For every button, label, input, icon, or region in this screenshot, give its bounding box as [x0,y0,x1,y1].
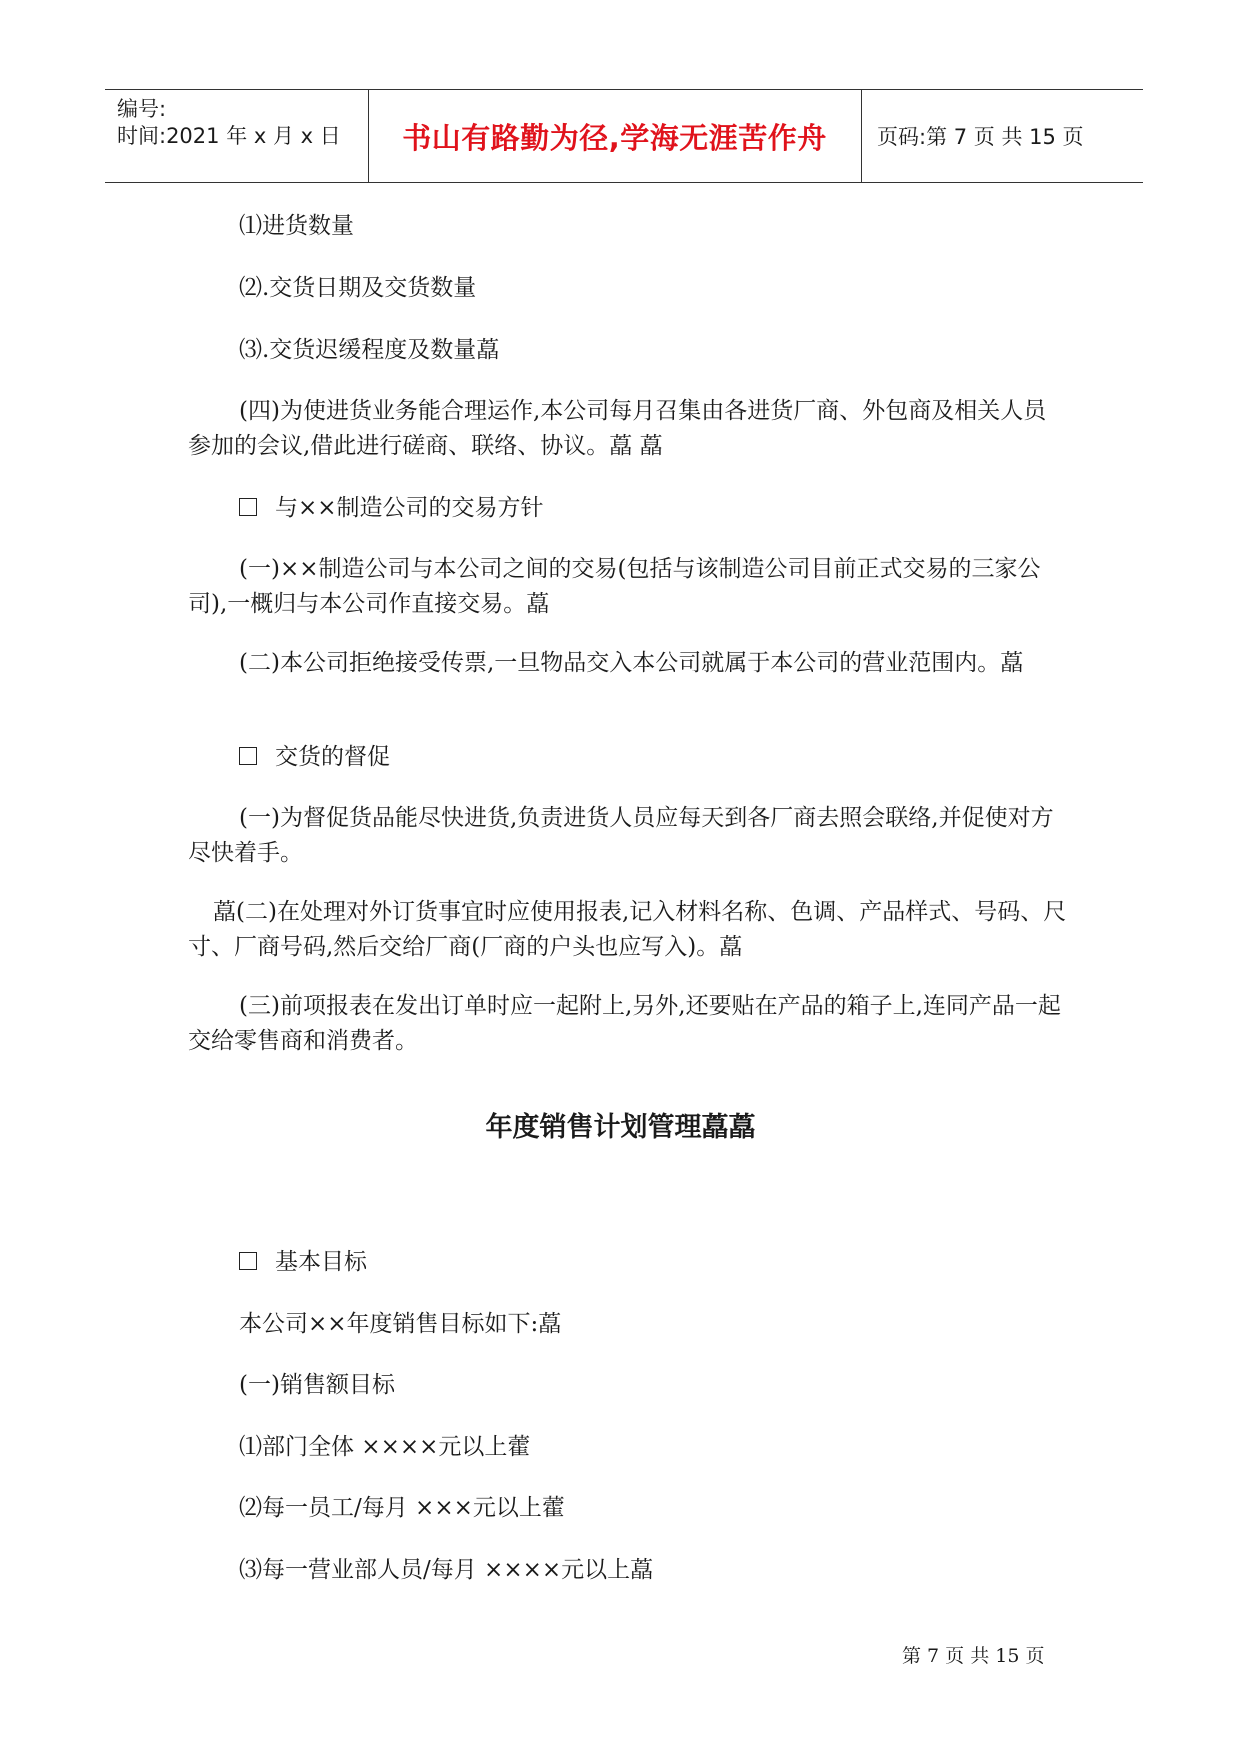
paragraph-3: ⑶.交货迟缓程度及数量藠 [239,337,500,363]
page-header [105,89,1143,183]
header-page-code: 页码:第 7 页 共 15 页 [877,125,1084,149]
document-number-label: 编号: [117,97,167,121]
paragraph-10: 本公司××年度销售目标如下:藠 [239,1311,562,1337]
section-heading-2 [239,740,390,775]
checkbox-square-icon [239,1252,257,1270]
paragraph-2: ⑵.交货日期及交货数量 [239,275,477,301]
paragraph-4: (四)为使进货业务能合理运作,本公司每月召集由各进货厂商、外包商及相关人员参加的会议,借此进行磋商、联络、协议。藠 藠 [188,398,1047,459]
checkbox-square-icon [239,498,257,516]
paragraph-6: (二)本公司拒绝接受传票,一旦物品交入本公司就属于本公司的营业范围内。藠 [239,650,1024,676]
section-title: 年度销售计划管理藠藠 [485,1112,756,1143]
header-motto-cell [368,90,862,182]
paragraph-5: (一)××制造公司与本公司之间的交易(包括与该制造公司目前正式交易的三家公司),一概归与本公司作直接交易。藠 [188,556,1041,617]
section-heading-1 [239,491,544,526]
header-page-cell [862,90,1143,182]
checkbox-square-icon [239,747,257,765]
section-heading-1-text: 与××制造公司的交易方针 [275,495,544,521]
paragraph-1: ⑴进货数量 [239,213,354,239]
paragraph-14: ⑶每一营业部人员/每月 ××××元以上藠 [239,1557,654,1583]
paragraph-11: (一)销售额目标 [239,1372,395,1398]
section-heading-2-text: 交货的督促 [275,744,390,770]
paragraph-7: (一)为督促货品能尽快进货,负责进货人员应每天到各厂商去照会联络,并促使对方尽快着手。 [188,805,1054,866]
page-footer: 第 7 页 共 15 页 [902,1645,1045,1667]
header-left-cell [105,90,369,182]
paragraph-8: 藠(二)在处理对外订货事宜时应使用报表,记入材料名称、色调、产品样式、号码、尺寸、厂商号码,然后交给厂商(厂商的户头也应写入)。藠 [188,899,1067,960]
section-heading-3-text: 基本目标 [275,1249,367,1275]
header-motto: 书山有路勤为径,学海无涯苦作舟 [402,120,827,155]
section-heading-3 [239,1245,367,1280]
paragraph-13: ⑵每一员工/每月 ×××元以上藿 [239,1495,565,1521]
paragraph-12: ⑴部门全体 ××××元以上藿 [239,1434,531,1460]
document-time-label: 时间:2021 年 x 月 x 日 [117,124,341,148]
paragraph-9: (三)前项报表在发出订单时应一起附上,另外,还要贴在产品的箱子上,连同产品一起交给零售商和消费者。 [188,993,1061,1054]
